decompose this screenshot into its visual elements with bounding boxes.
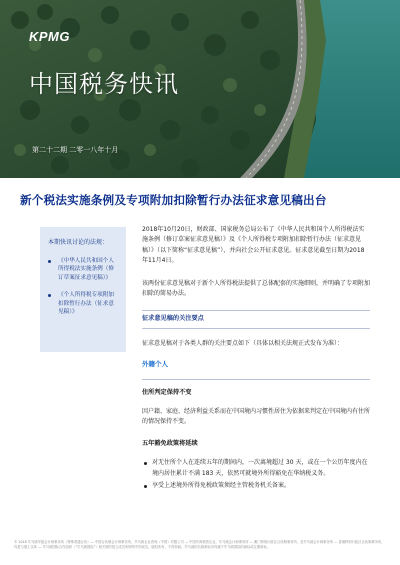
intro-paragraph: 2018年10月20日，财政部、国家税务总局公布了《中华人民共和国个人所得税法实施条例（修订草案征求意见稿）》及《个人所得税专项附加扣除暂行办法（征求意见稿）》（以下简称“征求意见稿”），并向社会公开征求意见。征求意见截至日期为2018年11月4日。 bbox=[142, 226, 365, 265]
summary-paragraph: 该两份征求意见稿对于新个人所得税法提供了总体配套的实施细则，并明确了专项附加扣除的简易办法。 bbox=[142, 279, 371, 298]
list-item: 《个人所得税专项附加扣除暂行办法（征求意见稿）》 bbox=[48, 291, 118, 316]
topic-heading: 住所判定保持不变 bbox=[142, 388, 192, 396]
topic-bullets bbox=[142, 458, 370, 491]
article-body bbox=[142, 225, 370, 494]
article-headline: 新个税法实施条例及专项附加扣除暂行办法征求意见稿出台 bbox=[20, 193, 327, 207]
divider bbox=[142, 379, 370, 380]
section-heading: 征求意见稿的关注要点 bbox=[142, 310, 370, 328]
list-item: 对无住所个人在连续五年的期间内，一次离境超过 30 天，或在一个公历年度内在境内居住累计不满 183 天，依然可就境外所得豁免在华纳税义务。 bbox=[142, 458, 370, 479]
regulations-list bbox=[48, 257, 118, 316]
topic-heading: 五年豁免政策将延续 bbox=[142, 439, 198, 447]
issue-number: 第二十二期 二零一八年十月 bbox=[32, 146, 119, 154]
publication-title: 中国税务快讯 bbox=[29, 70, 179, 98]
subsection-heading: 外籍个人 bbox=[142, 360, 168, 369]
sidebar-title: 本期快讯讨论的法规： bbox=[48, 239, 109, 246]
regulations-sidebar bbox=[40, 227, 126, 352]
copyright-footer: © 2018 毕马威华振会计师事务所（特殊普通合伙）— 中国合伙制会计师事务所，毕马威企业咨询（中国）有限公司 — 中国外商独资企业，毕马威会计师事务所 — 澳门特别行政区合伙制事务所，及毕马威会计师事务所 — 香港特别行政区合伙制事务所，均是与瑞士实体 — 毕马威国际合作组织（“毕马威国际”）相关联的独立成员所网络中的成员。版权所有，不得转载。毕马威的名称和标识均属于毕马威国际的商标或注册商标。 bbox=[14, 540, 385, 549]
list-item: 《中华人民共和国个人所得税法实施条例（修订草案征求意见稿）》 bbox=[48, 257, 118, 282]
section-intro: 征求意见稿对于各类人群的关注要点如下（具体以相关法规正式发布为准）： bbox=[142, 339, 344, 347]
list-item: 享受上述境外所得免税政策须经主管税务机关备案。 bbox=[142, 481, 370, 491]
kpmg-logo: KPMG bbox=[29, 29, 70, 44]
cover-banner bbox=[0, 0, 400, 178]
topic-paragraph: 因户籍、家庭、经济利益关系而在中国境内习惯性居住为依据来判定在中国境内有住所的情况保持不变。 bbox=[142, 408, 371, 426]
